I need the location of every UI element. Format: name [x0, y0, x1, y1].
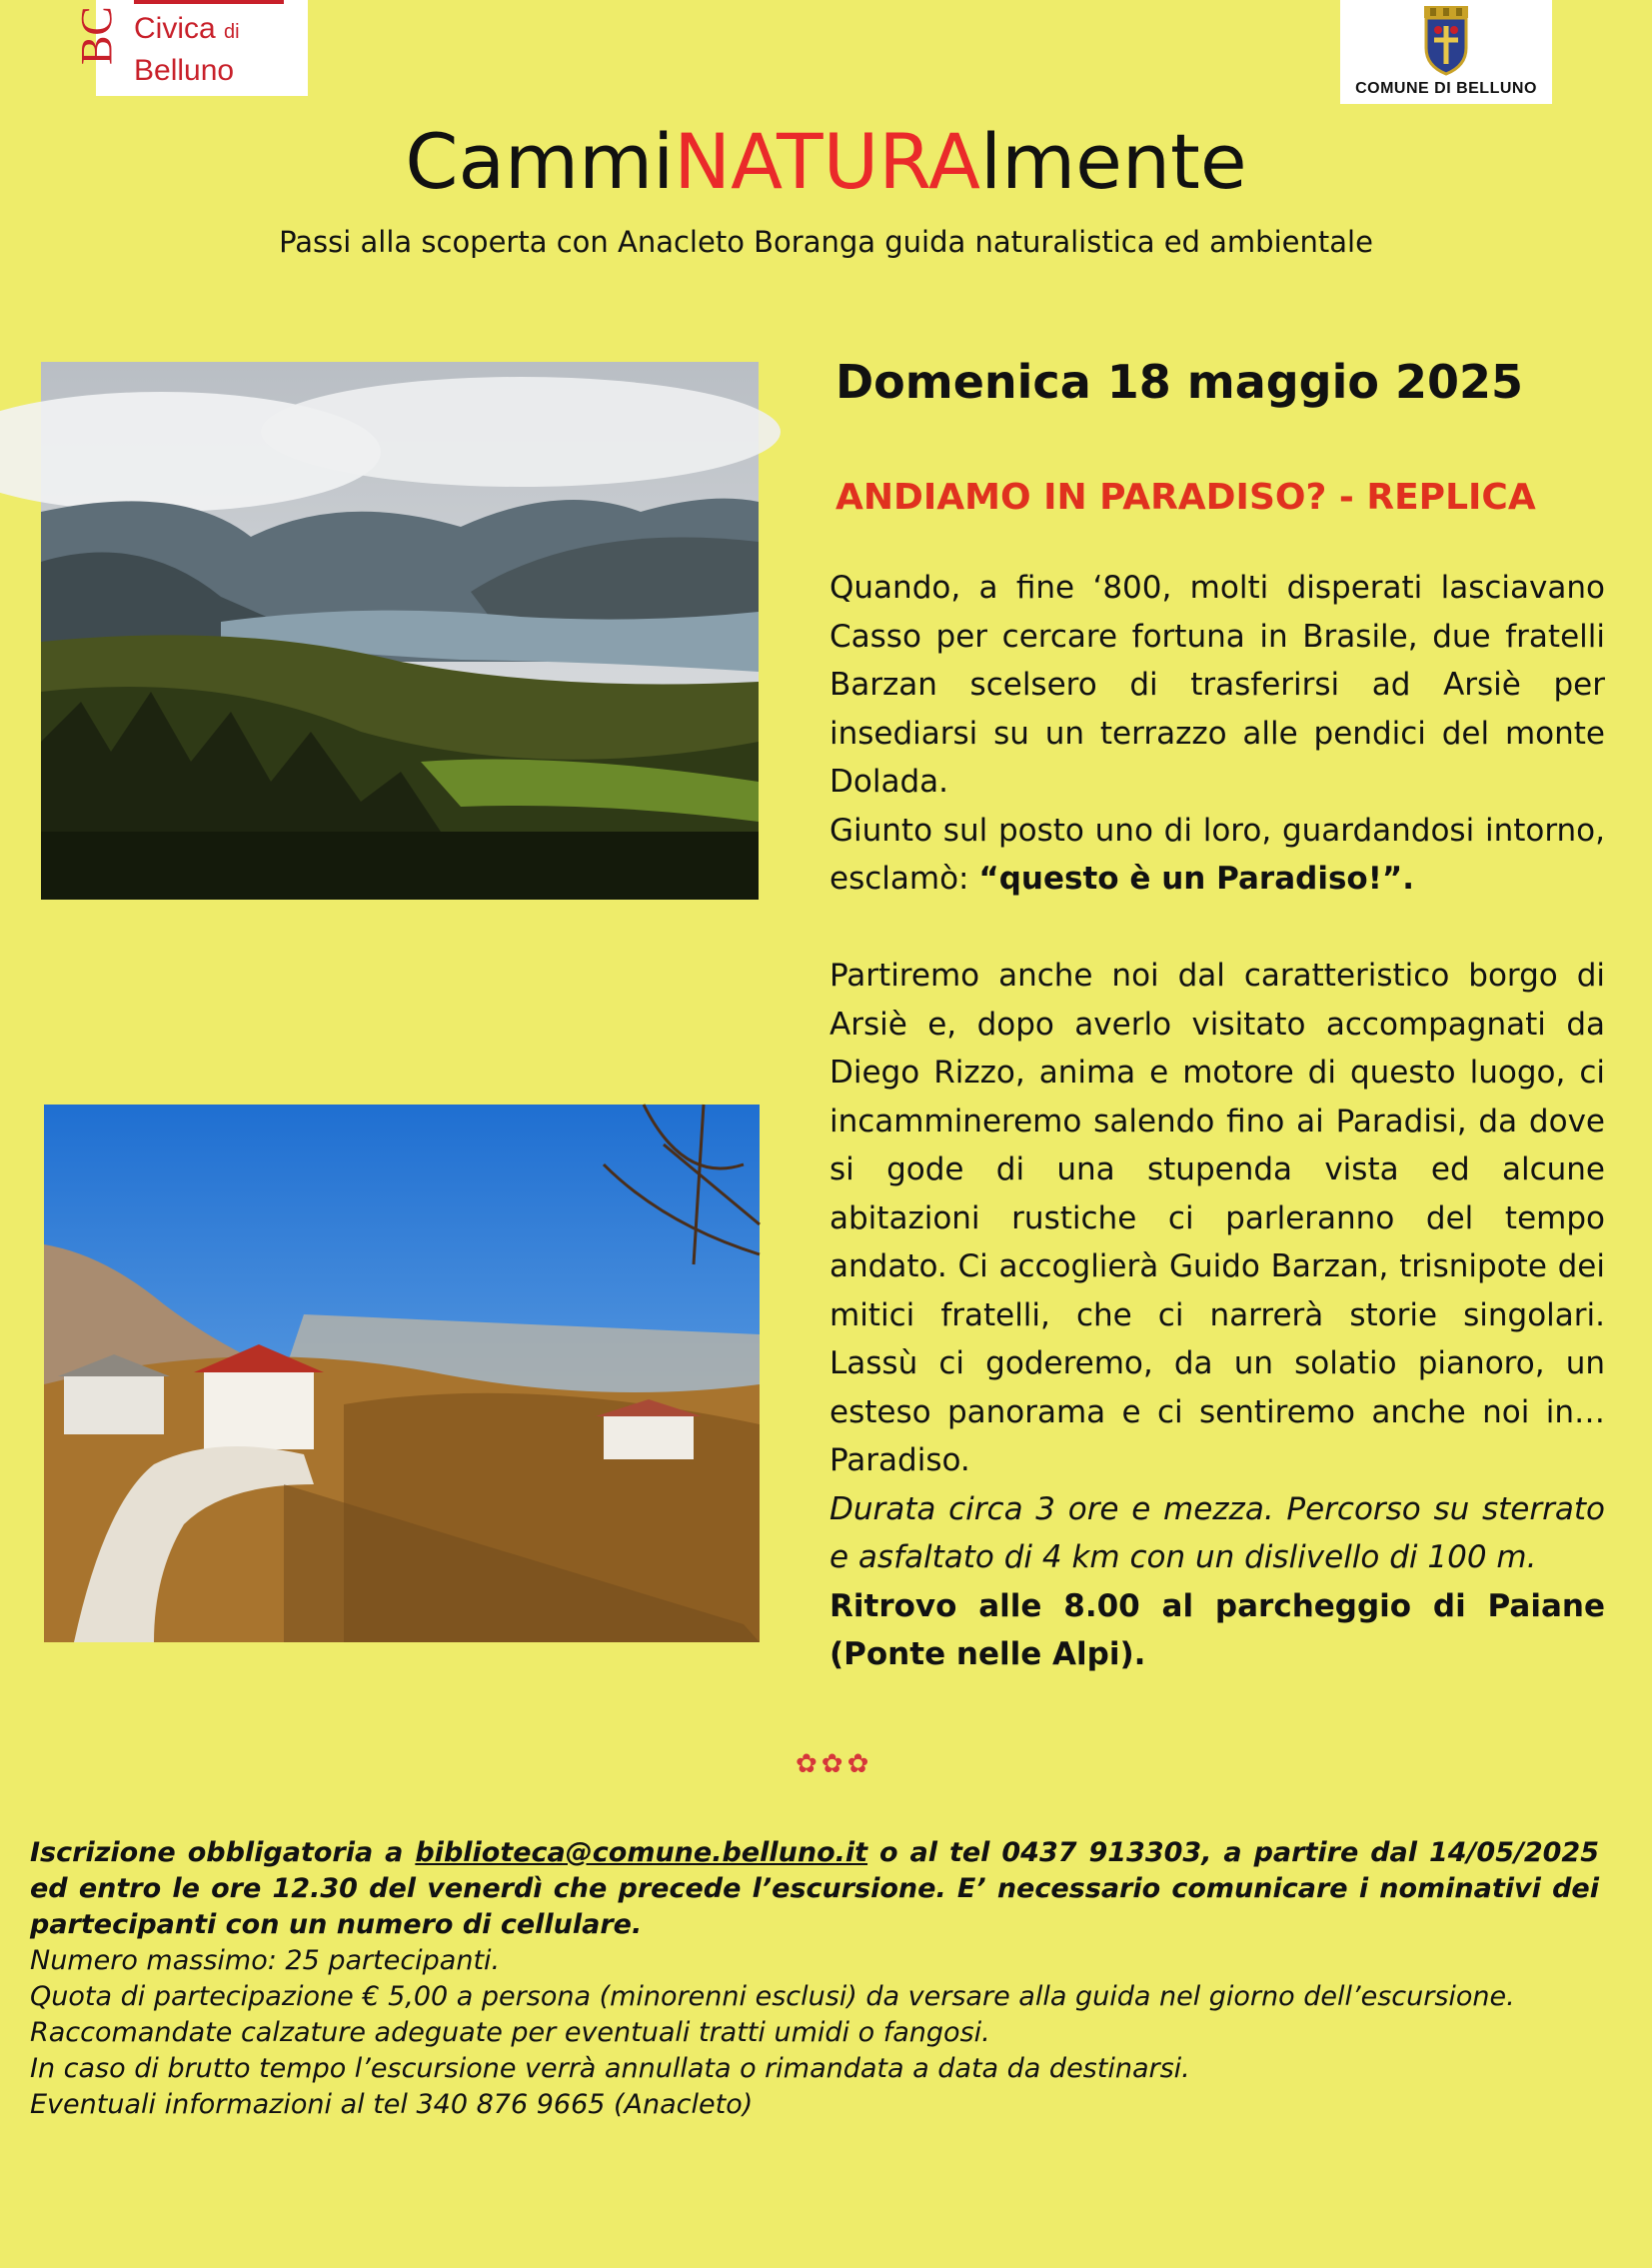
- max-participants: Numero massimo: 25 partecipanti.: [30, 1945, 501, 1976]
- paradise-quote: “questo è un Paradiso!”.: [978, 861, 1414, 897]
- program-paragraph: Partiremo anche noi dal caratteristico borgo di Arsiè e, dopo averlo visitato accompagnati da Diego Rizzo, anima e motore di questo luogo, ci incammineremo salendo fino ai Paradisi, da dove si gode di una stupenda vista ed alcune abitazioni rustiche ci parleranno del tempo andato. Ci accoglierà Guido Barzan, trisnipote dei mitici fratelli, che ci narrerà storie singolari. Lassù ci goderemo, da un solatio pianoro, un esteso panorama e ci sentiremo anche noi in… Paradiso.: [829, 958, 1605, 1478]
- meeting-point: Ritrovo alle 8.00 al parcheggio di Paiane (Ponte nelle Alpi).: [829, 1587, 1605, 1672]
- registration-notice: Iscrizione obbligatoria a biblioteca@comune.belluno.it o al tel 0437 913303, a partire dal 14/05/2025 ed entro le ore 12.30 del venerdì che precede l’escursione. E’ necessario comunicare i nominativi dei partecipanti con un numero di cellulare.: [30, 1837, 1599, 1940]
- bc-monogram-icon: [72, 4, 132, 92]
- intro-paragraph: Quando, a fine ‘800, molti disperati lasciavano Casso per cercare fortuna in Brasile, due fratelli Barzan scelsero di trasferirsi ad Arsiè per insediarsi su un terrazzo alle pendici del monte Dolada.: [829, 570, 1605, 800]
- contact-info: Eventuali informazioni al tel 340 876 9665 (Anacleto): [30, 2089, 754, 2120]
- event-name: ANDIAMO IN PARADISO? - REPLICA: [835, 477, 1536, 518]
- library-logo-line1: Civica di: [134, 12, 240, 45]
- event-description: [829, 564, 1605, 904]
- coat-of-arms-icon: [1418, 4, 1474, 76]
- logo-rule: [134, 0, 284, 4]
- lake-landscape-photo: [41, 362, 759, 900]
- flower-divider-icon: ✿✿✿: [796, 1749, 873, 1779]
- email-link[interactable]: biblioteca@comune.belluno.it: [415, 1837, 868, 1868]
- quote-paragraph: Giunto sul posto uno di loro, guardandosi intorno, esclamò: “questo è un Paradiso!”.: [829, 812, 1605, 897]
- fee-info: Quota di partecipazione € 5,00 a persona (minorenni esclusi) da versare alla guida nel giorno dell’escursione.: [30, 1981, 1515, 2012]
- footwear-advice: Raccomandate calzature adeguate per eventuali tratti umidi o fangosi.: [30, 2017, 990, 2048]
- event-details: [829, 952, 1605, 1679]
- library-logo-line2: Belluno: [134, 54, 235, 87]
- municipality-name: COMUNE DI BELLUNO: [1355, 80, 1537, 97]
- hillside-village-photo: [44, 1105, 760, 1642]
- svg-text:BC: BC: [72, 6, 121, 65]
- page-title: CammiNATURAlmente: [405, 117, 1247, 206]
- registration-info: [30, 1835, 1599, 2123]
- weather-notice: In caso di brutto tempo l’escursione verrà annullata o rimandata a data da destinarsi.: [30, 2053, 1190, 2084]
- library-logo: [72, 0, 308, 96]
- page-subtitle: Passi alla scoperta con Anacleto Boranga guida naturalistica ed ambientale: [279, 225, 1373, 259]
- event-date: Domenica 18 maggio 2025: [835, 355, 1524, 409]
- duration-paragraph: Durata circa 3 ore e mezza. Percorso su sterrato e asfaltato di 4 km con un dislivello di 100 m.: [829, 1490, 1605, 1575]
- municipality-logo: [1340, 0, 1552, 104]
